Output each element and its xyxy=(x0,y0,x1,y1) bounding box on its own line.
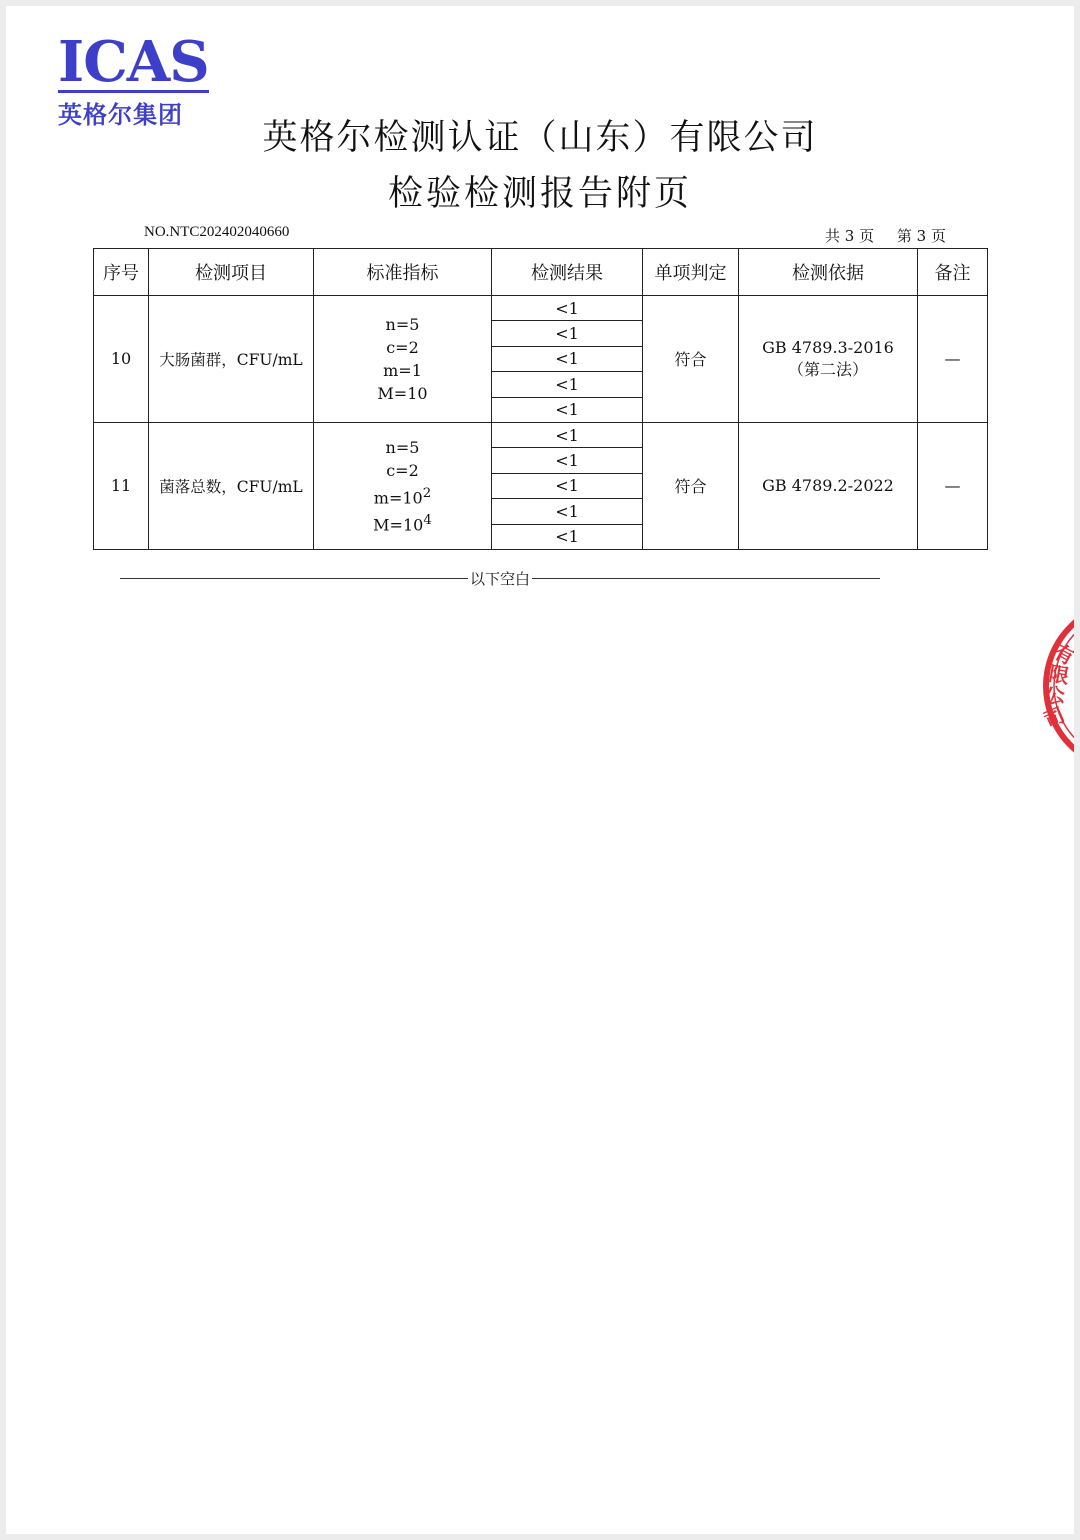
result-cell: <1 xyxy=(492,346,643,371)
row-standard xyxy=(314,422,492,549)
result-cell: <1 xyxy=(492,321,643,346)
result-cell: <1 xyxy=(492,397,643,422)
basis-standard: GB 4789.2-2022 xyxy=(762,476,894,496)
col-header-judgement: 单项判定 xyxy=(643,249,739,296)
company-name: 英格尔检测认证（山东）有限公司 xyxy=(262,118,818,158)
table-header-row xyxy=(94,249,988,296)
row-no: 11 xyxy=(94,422,149,549)
standard-m-base: m=10 xyxy=(373,487,423,507)
standard-n: n=5 xyxy=(385,437,420,457)
results-table xyxy=(93,248,988,550)
standard-m-exponent: 2 xyxy=(422,485,432,501)
standard-M-exponent: 4 xyxy=(423,512,432,528)
blank-below-note xyxy=(120,568,880,589)
row-item: 大肠菌群，CFU/mL xyxy=(149,296,314,423)
standard-n: n=5 xyxy=(385,314,420,334)
standard-c: c=2 xyxy=(386,460,419,480)
seal-text: 司 xyxy=(1040,702,1069,733)
result-cell: <1 xyxy=(492,473,643,498)
col-header-basis: 检测依据 xyxy=(739,249,918,296)
row-item: 菌落总数，CFU/mL xyxy=(149,422,314,549)
standard-m: m=1 xyxy=(383,360,422,380)
row-remark: — xyxy=(918,296,988,423)
table-row xyxy=(94,296,988,321)
logo-mark: ICAS xyxy=(58,29,209,95)
page-count xyxy=(825,225,946,246)
standard-c: c=2 xyxy=(386,337,419,357)
company-seal xyxy=(1034,596,1079,776)
col-header-standard: 标准指标 xyxy=(314,249,492,296)
row-basis xyxy=(739,422,918,549)
logo-subtitle: 英格尔集团 xyxy=(58,101,183,129)
standard-M xyxy=(314,509,491,536)
seal-text: 有 xyxy=(1049,639,1079,670)
divider-left xyxy=(120,578,468,579)
result-cell: <1 xyxy=(492,422,643,447)
standard-M-base: M=10 xyxy=(373,515,424,535)
row-basis xyxy=(739,296,918,423)
report-title: 检验检测报告附页 xyxy=(387,174,692,214)
result-cell: <1 xyxy=(492,524,643,549)
row-remark: — xyxy=(918,422,988,549)
standard-m xyxy=(314,482,491,509)
col-header-result: 检测结果 xyxy=(492,249,643,296)
blank-below-text: 以下空白 xyxy=(470,570,531,588)
basis-method: （第二法） xyxy=(787,359,868,379)
col-header-no: 序号 xyxy=(94,249,149,296)
row-judgement: 符合 xyxy=(643,422,739,549)
row-no: 10 xyxy=(94,296,149,423)
result-cell: <1 xyxy=(492,296,643,321)
col-header-item: 检测项目 xyxy=(149,249,314,296)
standard-M: M=10 xyxy=(377,383,428,403)
result-cell: <1 xyxy=(492,448,643,473)
report-page xyxy=(6,6,1079,1534)
seal-text: 限 xyxy=(1047,661,1071,689)
result-cell: <1 xyxy=(492,499,643,524)
total-pages: 共 3 页 xyxy=(825,227,875,245)
report-number: NO.NTC202402040660 xyxy=(144,224,290,240)
divider-right xyxy=(532,578,880,579)
current-page: 第 3 页 xyxy=(896,227,946,245)
col-header-remark: 备注 xyxy=(918,249,988,296)
row-standard xyxy=(314,296,492,423)
table-row xyxy=(94,422,988,447)
row-judgement: 符合 xyxy=(643,296,739,423)
seal-text: 公 xyxy=(1043,682,1067,709)
result-cell: <1 xyxy=(492,372,643,397)
basis-standard: GB 4789.3-2016 xyxy=(762,337,894,357)
